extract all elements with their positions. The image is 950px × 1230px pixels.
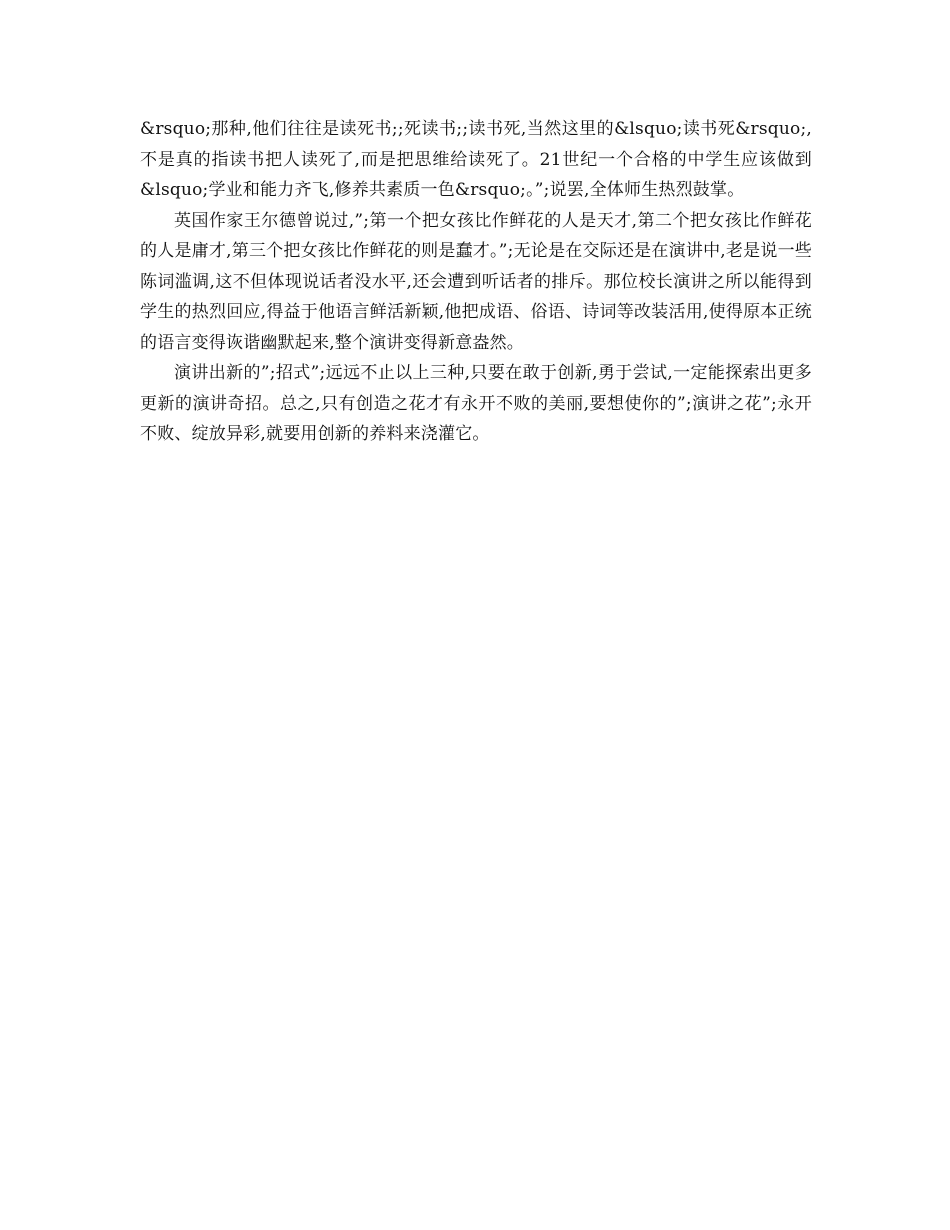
paragraph-2: 英国作家王尔德曾说过,”;第一个把女孩比作鲜花的人是天才,第二个把女孩比作鲜花的人是庸才,第三个把女孩比作鲜花的则是蠢才。”;无论是在交际还是在演讲中,老是说一些陈词滥调,这不但体现说话者没水平,还会遭到听话者的排斥。那位校长演讲之所以能得到学生的热烈回应,得益于他语言鲜活新颖,他把成语、俗语、诗词等改装活用,使得原本正统的语言变得诙谐幽默起来,整个演讲变得新意盎然。 [140, 210, 812, 353]
paragraph-1: &rsquo;那种,他们往往是读死书;;死读书;;读书死,当然这里的&lsquo;读书死&rsquo;,不是真的指读书把人读死了,而是把思维给读死了。21世纪一个合格的中学生应该做到&lsquo;学业和能力齐飞,修养共素质一色&rsquo;。”;说罢,全体师生热烈鼓掌。 [140, 119, 812, 200]
paragraph-3: 演讲出新的”;招式”;远远不止以上三种,只要在敢于创新,勇于尝试,一定能探索出更多更新的演讲奇招。总之,只有创造之花才有永开不败的美丽,要想使你的”;演讲之花”;永开不败、绽放异彩,就要用创新的养料来浇灌它。 [140, 363, 812, 444]
document-body [140, 114, 812, 450]
